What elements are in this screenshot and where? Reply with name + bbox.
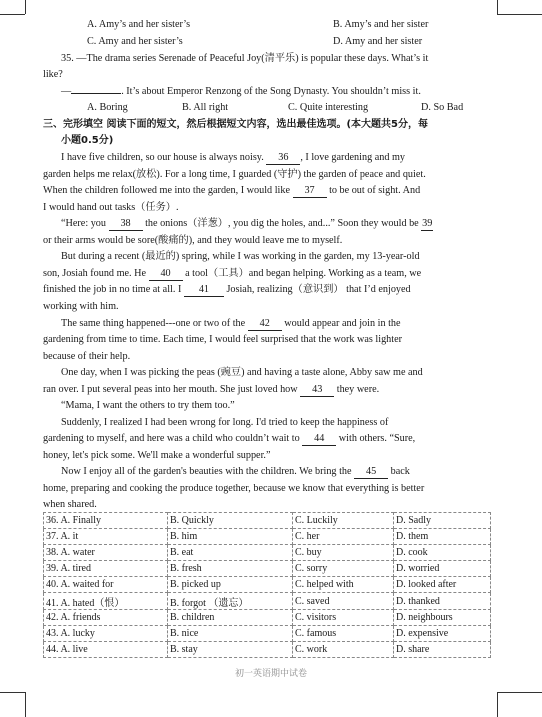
table-row <box>44 641 491 657</box>
answer-text: . It’s about Emperor Renzong of the Song Dynasty. You shouldn’t miss it. <box>121 86 421 97</box>
passage-line: I would hand out tasks（任务）. <box>43 202 179 213</box>
table-row <box>44 529 491 545</box>
section-heading: 三、完形填空 阅读下面的短文，然后根据短文内容，选出最佳选项。(本大题共5分，每 <box>43 119 429 130</box>
table-cell: C. her <box>293 529 394 545</box>
table-cell: C. Luckily <box>293 513 394 529</box>
option-b: B. Amy’s and her sister <box>333 19 429 30</box>
table-cell: C. famous <box>293 625 394 641</box>
table-cell: 40. A. waited for <box>44 577 168 593</box>
crop-mark-top-left <box>25 0 26 14</box>
options-table <box>43 512 491 658</box>
crop-mark-bottom-left <box>25 692 26 717</box>
passage-line: Suddenly, I realized I had been wrong for long. I'd tried to keep the happiness of <box>61 417 389 428</box>
table-cell: C. helped with <box>293 577 394 593</box>
table-cell: D. cook <box>394 545 491 561</box>
table-cell: B. Quickly <box>168 513 293 529</box>
table-row <box>44 561 491 577</box>
passage-line: Now I enjoy all of the garden's beauties with the children. We bring the 45 back <box>61 466 410 477</box>
crop-mark-top-right-h <box>497 14 542 15</box>
table-row <box>44 593 491 609</box>
blank-41: 41 <box>184 284 224 297</box>
table-cell: 38. A. water <box>44 545 168 561</box>
table-cell: B. eat <box>168 545 293 561</box>
blank-37: 37 <box>293 185 327 198</box>
passage-line: because of their help. <box>43 351 131 362</box>
table-row <box>44 609 491 625</box>
table-row <box>44 513 491 529</box>
table-cell: B. children <box>168 609 293 625</box>
table-cell: B. stay <box>168 641 293 657</box>
table-cell: D. share <box>394 641 491 657</box>
table-row <box>44 625 491 641</box>
passage-line: “Here: you 38 the onions（洋葱）, you dig the holes, and...” Soon they would be 39 <box>61 218 433 229</box>
passage-line: garden helps me relax(放松). For a long time, I guarded (守护) the garden of peace and quiet. <box>43 169 426 180</box>
passage-line: “Mama, I want the others to try them too.” <box>61 400 235 411</box>
table-cell: 39. A. tired <box>44 561 168 577</box>
table-cell: B. forgot （遗忘） <box>168 593 293 609</box>
blank-43: 43 <box>300 384 334 397</box>
option-c: C. Quite interesting <box>288 102 369 113</box>
table-cell: D. looked after <box>394 577 491 593</box>
table-cell: D. worried <box>394 561 491 577</box>
table-row <box>44 545 491 561</box>
passage-line: gardening to myself, and here was a child who couldn’t wait to 44 with others. “Sure, <box>43 433 416 444</box>
table-cell: D. expensive <box>394 625 491 641</box>
table-cell: 41. A. hated（恨） <box>44 593 168 609</box>
blank-40: 40 <box>149 268 183 281</box>
section-heading-cont: 小题0.5分) <box>61 135 114 146</box>
passage-line: home, preparing and cooking the produce together, because we know that everything is better <box>43 483 425 494</box>
crop-mark-bottom-right <box>497 692 498 717</box>
option-b: B. All right <box>182 102 229 113</box>
crop-mark-bottom-right-h <box>497 692 542 693</box>
option-a: A. Boring <box>87 102 128 113</box>
table-cell: 36. A. Finally <box>44 513 168 529</box>
option-d: D. So Bad <box>421 102 464 113</box>
table-cell: 37. A. it <box>44 529 168 545</box>
table-cell: B. nice <box>168 625 293 641</box>
crop-mark-bottom-left-h <box>0 692 25 693</box>
answer-blank <box>71 93 121 94</box>
passage-line: One day, when I was picking the peas (豌豆) and having a taste alone, Abby saw me and <box>61 367 423 378</box>
option-c: C. Amy and her sister’s <box>87 36 183 47</box>
passage-line: But during a recent (最近的) spring, while I was working in the garden, my 13-year-old <box>61 251 420 262</box>
blank-45: 45 <box>354 466 388 479</box>
passage-line: when shared. <box>43 499 97 510</box>
table-cell: 43. A. lucky <box>44 625 168 641</box>
table-cell: D. Sadly <box>394 513 491 529</box>
passage-line: honey, let's pick some. We'll make a wonderful supper.” <box>43 450 271 461</box>
table-cell: C. work <box>293 641 394 657</box>
crop-mark-top-right <box>497 0 498 14</box>
table-cell: B. him <box>168 529 293 545</box>
table-row <box>44 577 491 593</box>
blank-42: 42 <box>248 318 282 331</box>
passage-line: ran over. I put several peas into her mouth. She just loved how 43 they were. <box>43 384 380 395</box>
table-cell: D. neighbours <box>394 609 491 625</box>
blank-38: 38 <box>109 218 143 231</box>
crop-mark-top-left-h <box>0 14 25 15</box>
table-cell: C. sorry <box>293 561 394 577</box>
option-d: D. Amy and her sister <box>333 36 423 47</box>
passage-line: son, Josiah found me. He 40 a tool（工具）and began helping. Working as a team, we <box>43 268 422 279</box>
passage-line: The same thing happened---one or two of the 42 would appear and join in the <box>61 318 401 329</box>
dash: — <box>61 86 72 97</box>
q35-question-cont: like? <box>43 69 63 80</box>
passage-line: gardening from time to time. Each time, I would feel surprised that the work was lighter <box>43 334 403 345</box>
table-cell: C. saved <box>293 593 394 609</box>
table-cell: D. thanked <box>394 593 491 609</box>
passage-line: I have five children, so our house is always noisy. 36 , I love gardening and my <box>61 152 405 163</box>
table-cell: 42. A. friends <box>44 609 168 625</box>
option-a: A. Amy’s and her sister’s <box>87 19 191 30</box>
blank-36: 36 <box>266 152 300 165</box>
blank-44: 44 <box>302 433 336 446</box>
table-cell: B. picked up <box>168 577 293 593</box>
table-cell: 44. A. live <box>44 641 168 657</box>
table-cell: C. buy <box>293 545 394 561</box>
blank-39: 39 <box>422 218 433 229</box>
q35-answer <box>61 84 515 101</box>
passage-line: finished the job in no time at all. I 41 Josiah, realizing（意识到） that I’d enjoyed <box>43 284 411 295</box>
q35-question: 35. —The drama series Serenade of Peaceful Joy(清平乐) is popular these days. What’s it <box>61 53 429 64</box>
passage-line: or their arms would be sore(酸痛的), and they would leave me to myself. <box>43 235 343 246</box>
table-cell: D. them <box>394 529 491 545</box>
table-cell: B. fresh <box>168 561 293 577</box>
passage-line: working with him. <box>43 301 119 312</box>
passage-line: When the children followed me into the garden, I would like 37 to be out of sight. And <box>43 185 421 196</box>
table-cell: C. visitors <box>293 609 394 625</box>
page-footer: 初一英语期中试卷 <box>234 669 307 679</box>
